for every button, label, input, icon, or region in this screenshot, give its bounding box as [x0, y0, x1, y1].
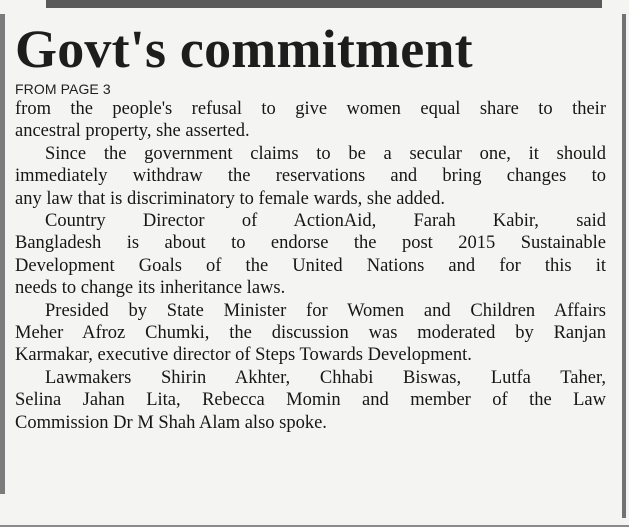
article-body — [15, 98, 606, 434]
jump-label: FROM PAGE 3 — [15, 81, 111, 97]
body-line: any law that is discriminatory to female wards, she added. — [15, 188, 445, 209]
body-line: Karmakar, executive director of Steps Towards Development. — [15, 345, 472, 366]
body-line: Lawmakers Shirin Akhter, Chhabi Biswas, Lutfa Taher, — [45, 367, 606, 388]
left-border-rule — [0, 14, 5, 494]
body-line: Development Goals of the United Nations and for this it — [15, 255, 606, 276]
body-line: Meher Afroz Chumki, the discussion was moderated by Ranjan — [15, 323, 606, 344]
body-line: immediately withdraw the reservations and bring changes to — [15, 166, 606, 187]
body-line: needs to change its inheritance laws. — [15, 278, 286, 299]
body-line: from the people's refusal to give women equal share to their — [15, 99, 606, 119]
body-line: Bangladesh is about to endorse the post 2015 Sustainable — [15, 233, 606, 254]
body-line: Country Director of ActionAid, Farah Kabir, said — [45, 211, 606, 232]
body-line: ancestral property, she asserted. — [15, 121, 250, 142]
body-line: Presided by State Minister for Women and Children Affairs — [45, 300, 606, 321]
top-border-rule — [46, 0, 602, 8]
right-border-rule — [622, 14, 626, 518]
article-headline: Govt's commitment — [15, 19, 473, 79]
article-block — [15, 20, 606, 434]
body-line: Since the government claims to be a secular one, it should — [45, 143, 606, 164]
body-line: Commission Dr M Shah Alam also spoke. — [15, 412, 327, 433]
body-line: Selina Jahan Lita, Rebecca Momin and member of the Law — [15, 390, 606, 411]
